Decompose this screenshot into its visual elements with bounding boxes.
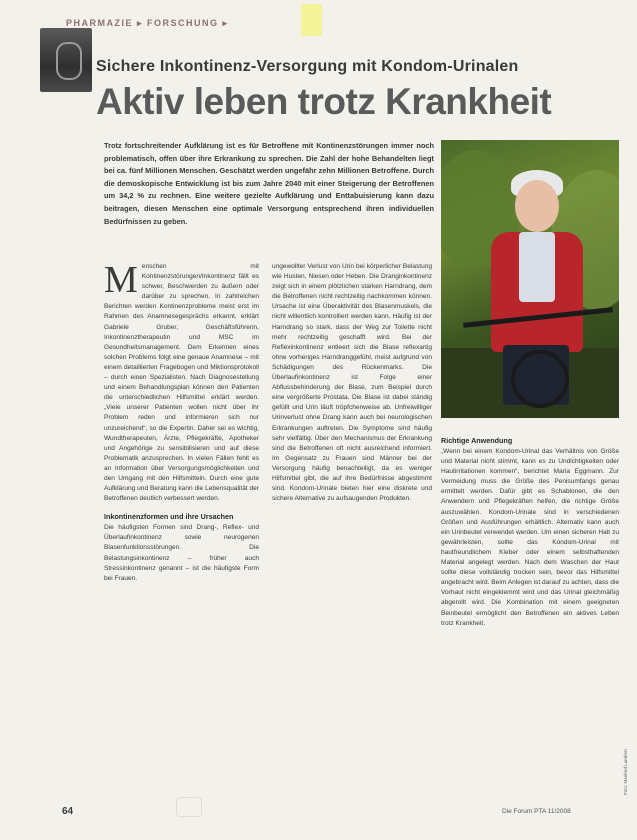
photo-credit: Foto: Manfred Lambert bbox=[623, 749, 628, 795]
column-2 bbox=[272, 262, 432, 504]
column-1-text-2: Die häufigsten Formen sind Drang-, Reflex- und Überlaufinkontinenz sowie neurogenen Blasenfunktionsstörungen. Die Belastungsinkontinenz – früher auch Stressinkontinenz genannt – ist die häufigste Form bei Frauen. bbox=[104, 524, 259, 582]
subheading-richtige-anwendung: Richtige Anwendung bbox=[441, 436, 513, 445]
scan-smudge bbox=[176, 797, 202, 817]
lead-paragraph: Trotz fortschreitender Aufklärung ist es für Betroffene mit Kontinenzstörungen immer noch problematisch, offen über ihre Erkrankung zu sprechen. Die Zahl der hohe Behandelten liegt bei ca. fünf Millionen Menschen. Geschätzt werden ungefähr zehn Millionen Betroffene. Durch die demoskopische Entwicklung ist bis zum Jahre 2040 mit einer Steigerung der Betroffenen um 34,2 % zu rechnen. Eine weitere gezielte Aufklärung und Enttabuisierung kann dazu beitragen, diesen Menschen eine optimale Versorgung entsprechend ihren individuellen Bedürfnissen zu geben. bbox=[104, 141, 434, 226]
tape-mark bbox=[301, 4, 322, 36]
column-3-text: „Wenn bei einem Kondom-Urinal das Verhältnis von Größe und Material nicht stimmt, kann es zu Undichtigkeiten oder Hautirritationen kommen“, berichtet Maria Eggmann. Zur Vermeidung muss die Größe des Penisumfangs genau ermittelt werden. Dafür gibt es Schablonen, die den Anwendern und Pflegekräften helfen, die richtige Größe auszuwählen. Kondom-Urinale sind in verschiedenen Größen und Ausführungen erhältlich. Alternativ kann auch ein Urinbeutel verwendet werden. Um einen sicheren Halt zu gewährleisten, sollte das Kondom-Urinal mit hautfreundlichem Kleber oder einem selbsthaftenden Material angelegt werden. Nach dem Waschen der Haut sollte diese vollständig trocken sein, bevor das Hilfsmittel angebracht wird. Beim Anlegen ist darauf zu achten, dass die Vorhaut nicht eingeklemmt wird und das Urinal gleichmäßig abgerollt wird. Die Kombination mit einem geeigneten Beinbeutel ermöglicht den Betroffenen ein aktives Leben trotz Krankheit. bbox=[441, 448, 619, 627]
corner-image bbox=[40, 28, 92, 92]
column-3 bbox=[441, 436, 619, 629]
column-2-text: ungewollter Verlust von Urin bei körperlicher Belastung wie Husten, Niesen oder Heben. Die Dranginkontinenz zeigt sich in einem plötzlichen starken Harndrang, dem die Betroffenen nicht rechtzeitig nachkommen können. Ursache ist eine Überaktivität des Blasenmuskels, die nicht willentlich kontrolliert werden kann. Häufig ist der Harndrang so stark, dass der Weg zur Toilette nicht mehr rechtzeitig geschafft wird. Bei der Reflexinkontinenz entleert sich die Blase reflexartig ohne vorheriges Harndranggefühl, meist aufgrund von Schädigungen des Rückenmarks. Die Überlaufinkontinenz ist Folge einer Abflussbehinderung der Blase, zum Beispiel durch eine vergrößerte Prostata. Die Blase ist dabei ständig gefüllt und Urin läuft tröpfchenweise ab. Unfreiwilliger Urinverlust ohne Drang kann auch bei neurologischen Erkrankungen auftreten. Die Symptome sind häufig sehr vielfältig. Über den Mechanismus der Erkrankung sind die Betroffenen oft nicht ausreichend informiert. Im Gegensatz zu Frauen sind Männer bei der Versorgung häufig benachteiligt, da es weniger Hilfsmittel gibt, die auf ihre Bedürfnisse abgestimmt sind. Kondom-Urinale bieten hier eine diskrete und sichere Alternative zu aufsaugenden Produkten. bbox=[272, 263, 432, 503]
section-kicker: PHARMAZIE ▸ FORSCHUNG ▸ bbox=[66, 18, 229, 28]
column-1-text: enschen mit Kontinenzstörungen/Inkontinenz fällt es schwer, Beschwerden zu äußern oder darüber zu sprechen. In zahlreichen Berichten werden Kontinenzprobleme meist erst im Rahmen des Anamnesegesprächs erkannt, erklärt Gabriele Gruber, Geschäftsführerin, Inkontinenztherapeutin und MSC im Gesundheitsmanagement. Dem Erkennen eines solchen Problems folgt eine genaue Anamnese – mit einem detaillierten Fragebogen und Miktionsprotokoll – durch einen Spezialisten. Nach Diagnosestellung und einem Behandlungsplan können den Patienten die unterschiedlichen Hilfsmittel erklärt werden. „Viele unserer Patienten wollen nicht über ihr Problem reden und informieren sich nur unzureichend“, so die Expertin. Daher sei es wichtig, Wundtherapeuten, Ärzte, Pflegekräfte, Apotheker und Angehörige zu sensibilisieren und auf diese Problematik anzusprechen. In vielen Fällen fehlt es an Information über Versorgungsmöglichkeiten und den Umgang mit den Hilfsmitteln. Durch eine gute Aufklärung und Beratung kann die Lebensqualität der Betroffenen deutlich verbessert werden. bbox=[104, 263, 259, 503]
subheading-inkontinenzformen: Inkontinenzformen und ihre Ursachen bbox=[104, 512, 234, 522]
issue-footer: Die Forum PTA 11/2008 bbox=[502, 808, 571, 815]
drop-cap: M bbox=[104, 259, 138, 301]
cyclist-photo bbox=[441, 140, 619, 418]
page-number: 64 bbox=[62, 806, 74, 817]
article-title: Aktiv leben trotz Krankheit bbox=[96, 81, 552, 122]
column-1 bbox=[104, 259, 259, 584]
article-subtitle: Sichere Inkontinenz-Versorgung mit Kondom-Urinalen bbox=[96, 58, 519, 75]
